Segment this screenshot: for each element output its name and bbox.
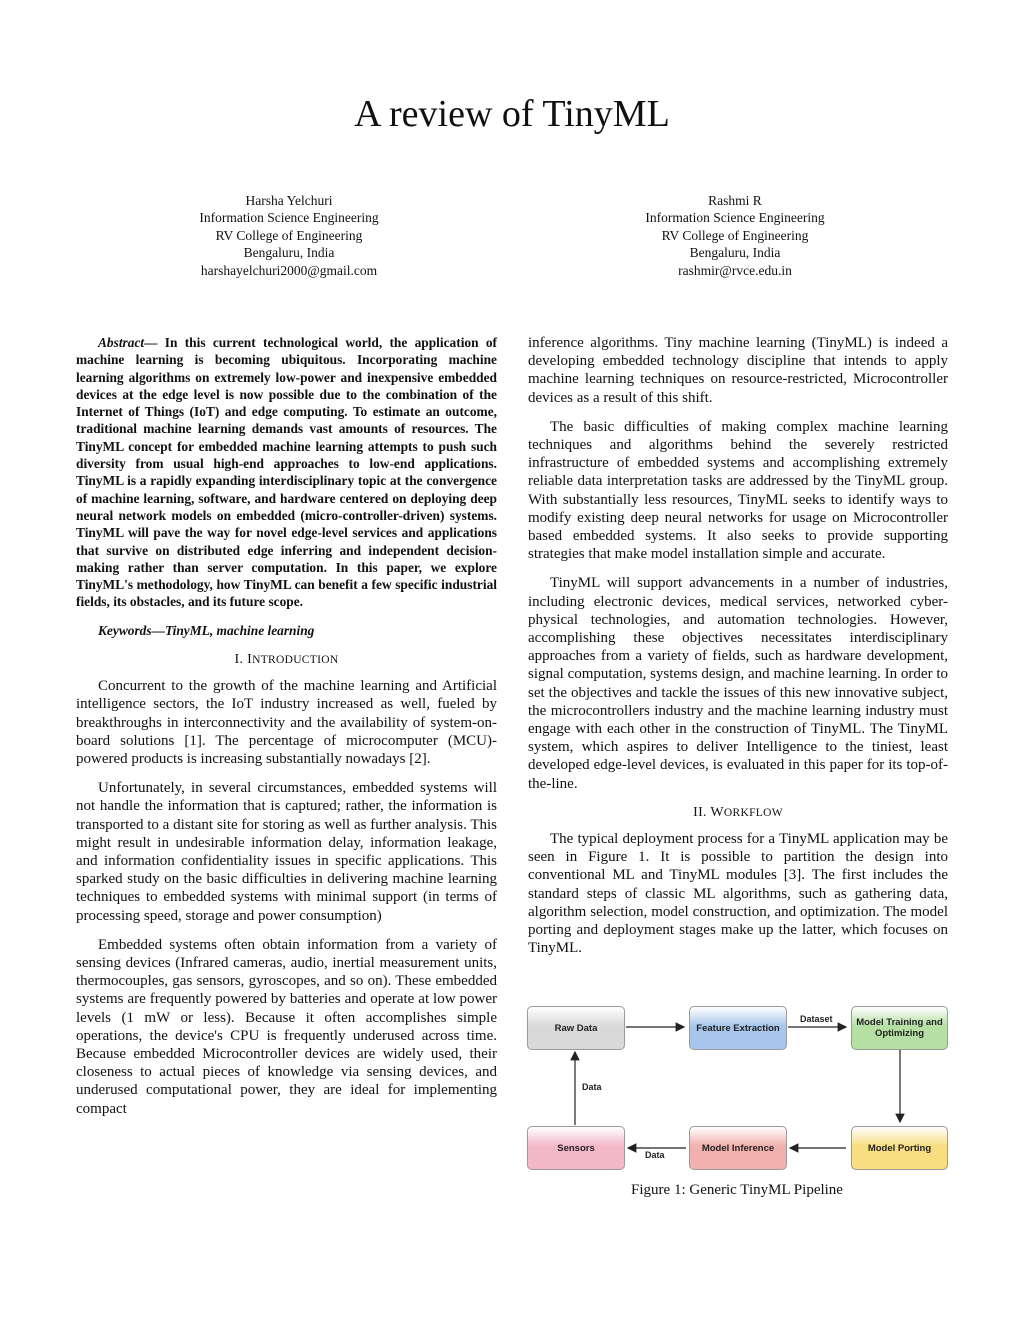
author-block-1 [124, 192, 454, 279]
section-rest: NTRODUCTION [252, 653, 339, 666]
paragraph: Unfortunately, in several circumstances, embedded systems will not handle the information that is captured; rather, the information is transported to a distant site for storing as well as further analysis. This might result in undesirable information delay, information leakage, and information confidentiality issues in specific applications. This sparked study on the basic difficulties in delivering machine learning techniques to embedded systems with minimal support (in terms of processing speed, storage and power consumption) [76, 780, 497, 924]
node-model-porting: Model Porting [851, 1126, 948, 1170]
section-first-letter: I [247, 651, 253, 667]
edge-label-data-bottom: Data [645, 1150, 665, 1160]
node-raw-data: Raw Data [527, 1006, 625, 1050]
right-column [528, 334, 948, 969]
paragraph: The typical deployment process for a TinyML application may be seen in Figure 1. It is possible to partition the design into conventional ML and TinyML modules [3]. The first includes the standard steps of classic ML algorithms, such as gathering data, algorithm selection, model construction, and optimization. The model porting and deployment stages make up the latter, which focuses on TinyML. [528, 831, 948, 957]
author-city: Bengaluru, India [243, 245, 335, 261]
node-model-training: Model Training and Optimizing [851, 1006, 948, 1050]
section-heading-introduction [76, 651, 497, 669]
edge-label-dataset: Dataset [800, 1014, 833, 1024]
node-feature-extraction: Feature Extraction [689, 1006, 787, 1050]
author-city: Bengaluru, India [689, 245, 781, 261]
author-dept: Information Science Engineering [199, 210, 379, 226]
author-name: Harsha Yelchuri [245, 193, 333, 208]
author-name: Rashmi R [708, 193, 762, 208]
paragraph: TinyML will support advancements in a number of industries, including electronic devices, medical services, networked cyber-physical technologies, and automation technologies. However, accomplishing these objectives necessitates interdisciplinary approaches from a variety of fields, such as hardware development, signal computation, systems design, and machine learning. In order to set the objectives and tackle the issues of this new innovative subject, the microcontrollers industry and the machine learning industry must engage with each other in the construction of TinyML. The TinyML system, which aspires to deliver Intelligence to the tiniest, least developed edge-level devices, is evaluated in this paper for its top-of-the-line. [528, 575, 948, 792]
paragraph: Embedded systems often obtain information from a variety of sensing devices (Infrared cameras, audio, inertial measurement units, thermocouples, gas sensors, gyroscopes, and so on). These embedded systems are frequently powered by batteries and operate at low power levels (1 mW or less). Because it often accomplishes simple operations, the device's CPU is frequently underused across time. Because embedded Microcontroller devices are widely used, their closeness to actual pieces of knowledge via sensing devices, and underused computational power, they are ideal for implementing compact [76, 936, 497, 1117]
section-rest: ORKFLOW [723, 806, 783, 819]
section-first-letter: W [710, 804, 724, 820]
section-heading-workflow [528, 804, 948, 822]
left-column [76, 334, 497, 1129]
paragraph: Concurrent to the growth of the machine learning and Artificial intelligence sectors, the IoT industry increased as well, fueled by breakthroughs in interconnectivity and the availability of system-on-board solutions [1]. The percentage of microcomputer (MCU)-powered products is increasing substantially nowadays [2]. [76, 678, 497, 767]
pipeline-figure [524, 1000, 950, 1176]
abstract-text: In this current technological world, the application of machine learning is becoming ubiquitous. Incorporating machine learning algorithms on extremely low-power and inexpensive embedded devices at the edge level is now possible due to the combination of the Internet of Things (IoT) and edge computing. To estimate an outcome, traditional machine learning demands vast amounts of resources. The TinyML concept for embedded machine learning attempts to push such diversity from usual high-end approaches to low-end applications. TinyML is a rapidly expanding interdisciplinary topic at the convergence of machine learning, software, and hardware centered on deploying deep neural network models on embedded (micro-controller-driven) systems. TinyML will pave the way for novel edge-level services and applications that survive on distributed edge inferring and independent decision-making rather than server computation. In this paper, we explore TinyML's methodology, how TinyML can benefit a few specific industrial fields, its obstacles, and its future scope. [76, 335, 497, 610]
edge-label-data-vertical: Data [582, 1082, 602, 1092]
node-model-inference: Model Inference [689, 1126, 787, 1170]
author-college: RV College of Engineering [661, 227, 809, 243]
author-college: RV College of Engineering [215, 227, 363, 243]
author-block-2 [570, 192, 900, 279]
section-number: I. [234, 651, 244, 667]
paragraph-continuation: inference algorithms. Tiny machine learning (TinyML) is indeed a developing embedded technology discipline that intends to apply machine learning techniques on resource-restricted, Microcontroller devices as a result of this shift. [528, 335, 948, 406]
author-email: harshayelchuri2000@gmail.com [200, 262, 378, 278]
abstract [76, 334, 497, 611]
figure-caption: Figure 1: Generic TinyML Pipeline [631, 1182, 843, 1198]
paragraph: The basic difficulties of making complex machine learning techniques and algorithms behind the severely restricted infrastructure of embedded systems and accomplishing extremely reliable data interpretation tasks are addressed by the TinyML group. With substantially less resources, TinyML seeks to identify ways to modify existing deep neural networks for usage on Microcontroller based embedded systems. It also seeks to provide supporting strategies that make model installation simple and accurate. [528, 418, 948, 563]
author-dept: Information Science Engineering [645, 210, 825, 226]
node-sensors: Sensors [527, 1126, 625, 1170]
abstract-label: Abstract— [98, 335, 158, 350]
author-email: rashmir@rvce.edu.in [678, 262, 792, 278]
keywords: Keywords—TinyML, machine learning [98, 622, 315, 638]
paper-title: A review of TinyML [354, 93, 670, 135]
section-number: II. [693, 804, 707, 820]
